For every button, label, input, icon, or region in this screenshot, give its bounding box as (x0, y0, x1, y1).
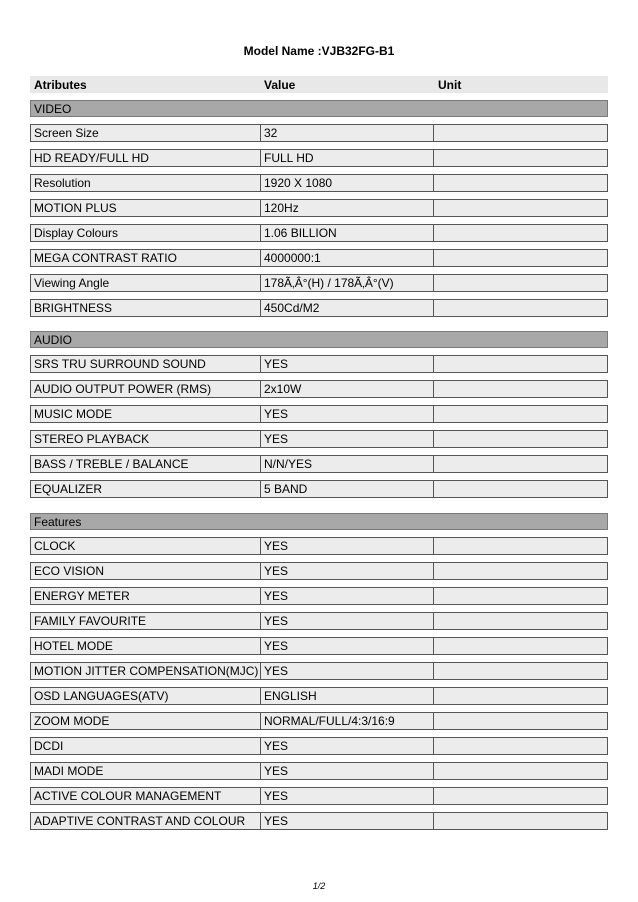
attribute-cell: ACTIVE COLOUR MANAGEMENT (30, 787, 261, 805)
value-cell: YES (261, 430, 434, 448)
unit-cell (434, 224, 608, 242)
unit-cell (434, 537, 608, 555)
attribute-cell: STEREO PLAYBACK (30, 430, 261, 448)
value-cell: NORMAL/FULL/4:3/16:9 (261, 712, 434, 730)
table-row (30, 380, 608, 398)
value-cell: FULL HD (261, 149, 434, 167)
attribute-cell: ECO VISION (30, 562, 261, 580)
table-row (30, 405, 608, 423)
unit-cell (434, 355, 608, 373)
table-row (30, 662, 608, 680)
section-header: AUDIO (30, 331, 608, 348)
unit-cell (434, 687, 608, 705)
value-cell: N/N/YES (261, 455, 434, 473)
value-cell: YES (261, 587, 434, 605)
table-row (30, 612, 608, 630)
attribute-cell: ENERGY METER (30, 587, 261, 605)
attribute-cell: AUDIO OUTPUT POWER (RMS) (30, 380, 261, 398)
attribute-cell: Display Colours (30, 224, 261, 242)
value-cell: YES (261, 612, 434, 630)
value-cell: 120Hz (261, 199, 434, 217)
value-cell: 2x10W (261, 380, 434, 398)
section-video (30, 100, 608, 317)
section-audio (30, 331, 608, 498)
value-cell: YES (261, 637, 434, 655)
table-row (30, 299, 608, 317)
unit-cell (434, 430, 608, 448)
unit-cell (434, 455, 608, 473)
table-row (30, 124, 608, 142)
attribute-cell: BRIGHTNESS (30, 299, 261, 317)
value-cell: YES (261, 812, 434, 830)
value-cell: YES (261, 737, 434, 755)
unit-cell (434, 637, 608, 655)
table-row (30, 149, 608, 167)
value-cell: ENGLISH (261, 687, 434, 705)
unit-cell (434, 737, 608, 755)
unit-cell (434, 249, 608, 267)
value-cell: YES (261, 787, 434, 805)
unit-cell (434, 562, 608, 580)
table-row (30, 712, 608, 730)
table-row (30, 480, 608, 498)
unit-cell (434, 587, 608, 605)
unit-cell (434, 274, 608, 292)
unit-cell (434, 380, 608, 398)
attribute-cell: Screen Size (30, 124, 261, 142)
value-cell: 4000000:1 (261, 249, 434, 267)
section-header: Features (30, 513, 608, 530)
table-row (30, 455, 608, 473)
table-row (30, 762, 608, 780)
value-cell: 1920 X 1080 (261, 174, 434, 192)
value-cell: YES (261, 562, 434, 580)
value-cell: 32 (261, 124, 434, 142)
attribute-cell: ADAPTIVE CONTRAST AND COLOUR (30, 812, 261, 830)
unit-cell (434, 662, 608, 680)
table-row (30, 737, 608, 755)
table-row (30, 249, 608, 267)
attribute-cell: SRS TRU SURROUND SOUND (30, 355, 261, 373)
table-row (30, 637, 608, 655)
value-cell: YES (261, 405, 434, 423)
table-row (30, 812, 608, 830)
unit-cell (434, 299, 608, 317)
attribute-cell: OSD LANGUAGES(ATV) (30, 687, 261, 705)
table-row (30, 355, 608, 373)
attribute-cell: MEGA CONTRAST RATIO (30, 249, 261, 267)
table-header (30, 76, 608, 93)
attribute-cell: HOTEL MODE (30, 637, 261, 655)
value-cell: YES (261, 537, 434, 555)
header-unit: Unit (438, 77, 462, 92)
table-row (30, 430, 608, 448)
header-attributes: Atributes (34, 77, 87, 92)
attribute-cell: Resolution (30, 174, 261, 192)
unit-cell (434, 712, 608, 730)
page-number: 1/2 (312, 881, 326, 891)
unit-cell (434, 787, 608, 805)
value-cell: YES (261, 355, 434, 373)
attribute-cell: EQUALIZER (30, 480, 261, 498)
attribute-cell: HD READY/FULL HD (30, 149, 261, 167)
section-features (30, 513, 608, 830)
value-cell: 1.06 BILLION (261, 224, 434, 242)
attribute-cell: MUSIC MODE (30, 405, 261, 423)
attribute-cell: CLOCK (30, 537, 261, 555)
attribute-cell: FAMILY FAVOURITE (30, 612, 261, 630)
attribute-cell: Viewing Angle (30, 274, 261, 292)
unit-cell (434, 762, 608, 780)
page-title: Model Name :VJB32FG-B1 (243, 44, 395, 58)
attribute-cell: MOTION JITTER COMPENSATION(MJC) (30, 662, 261, 680)
value-cell: YES (261, 662, 434, 680)
table-row (30, 687, 608, 705)
sections-container (30, 100, 608, 830)
table-row (30, 537, 608, 555)
value-cell: YES (261, 762, 434, 780)
table-row (30, 274, 608, 292)
attribute-cell: MOTION PLUS (30, 199, 261, 217)
unit-cell (434, 612, 608, 630)
header-value: Value (264, 77, 296, 92)
value-cell: 5 BAND (261, 480, 434, 498)
table-row (30, 199, 608, 217)
attribute-cell: BASS / TREBLE / BALANCE (30, 455, 261, 473)
table-row (30, 174, 608, 192)
unit-cell (434, 405, 608, 423)
table-row (30, 224, 608, 242)
unit-cell (434, 174, 608, 192)
table-row (30, 587, 608, 605)
attribute-cell: DCDI (30, 737, 261, 755)
attribute-cell: MADI MODE (30, 762, 261, 780)
value-cell: 178Ã‚Â°(H) / 178Ã‚Â°(V) (261, 274, 434, 292)
section-header: VIDEO (30, 100, 608, 117)
unit-cell (434, 480, 608, 498)
unit-cell (434, 149, 608, 167)
table-row (30, 787, 608, 805)
value-cell: 450Cd/M2 (261, 299, 434, 317)
attribute-cell: ZOOM MODE (30, 712, 261, 730)
spec-table (30, 76, 608, 830)
unit-cell (434, 812, 608, 830)
unit-cell (434, 199, 608, 217)
table-row (30, 562, 608, 580)
unit-cell (434, 124, 608, 142)
